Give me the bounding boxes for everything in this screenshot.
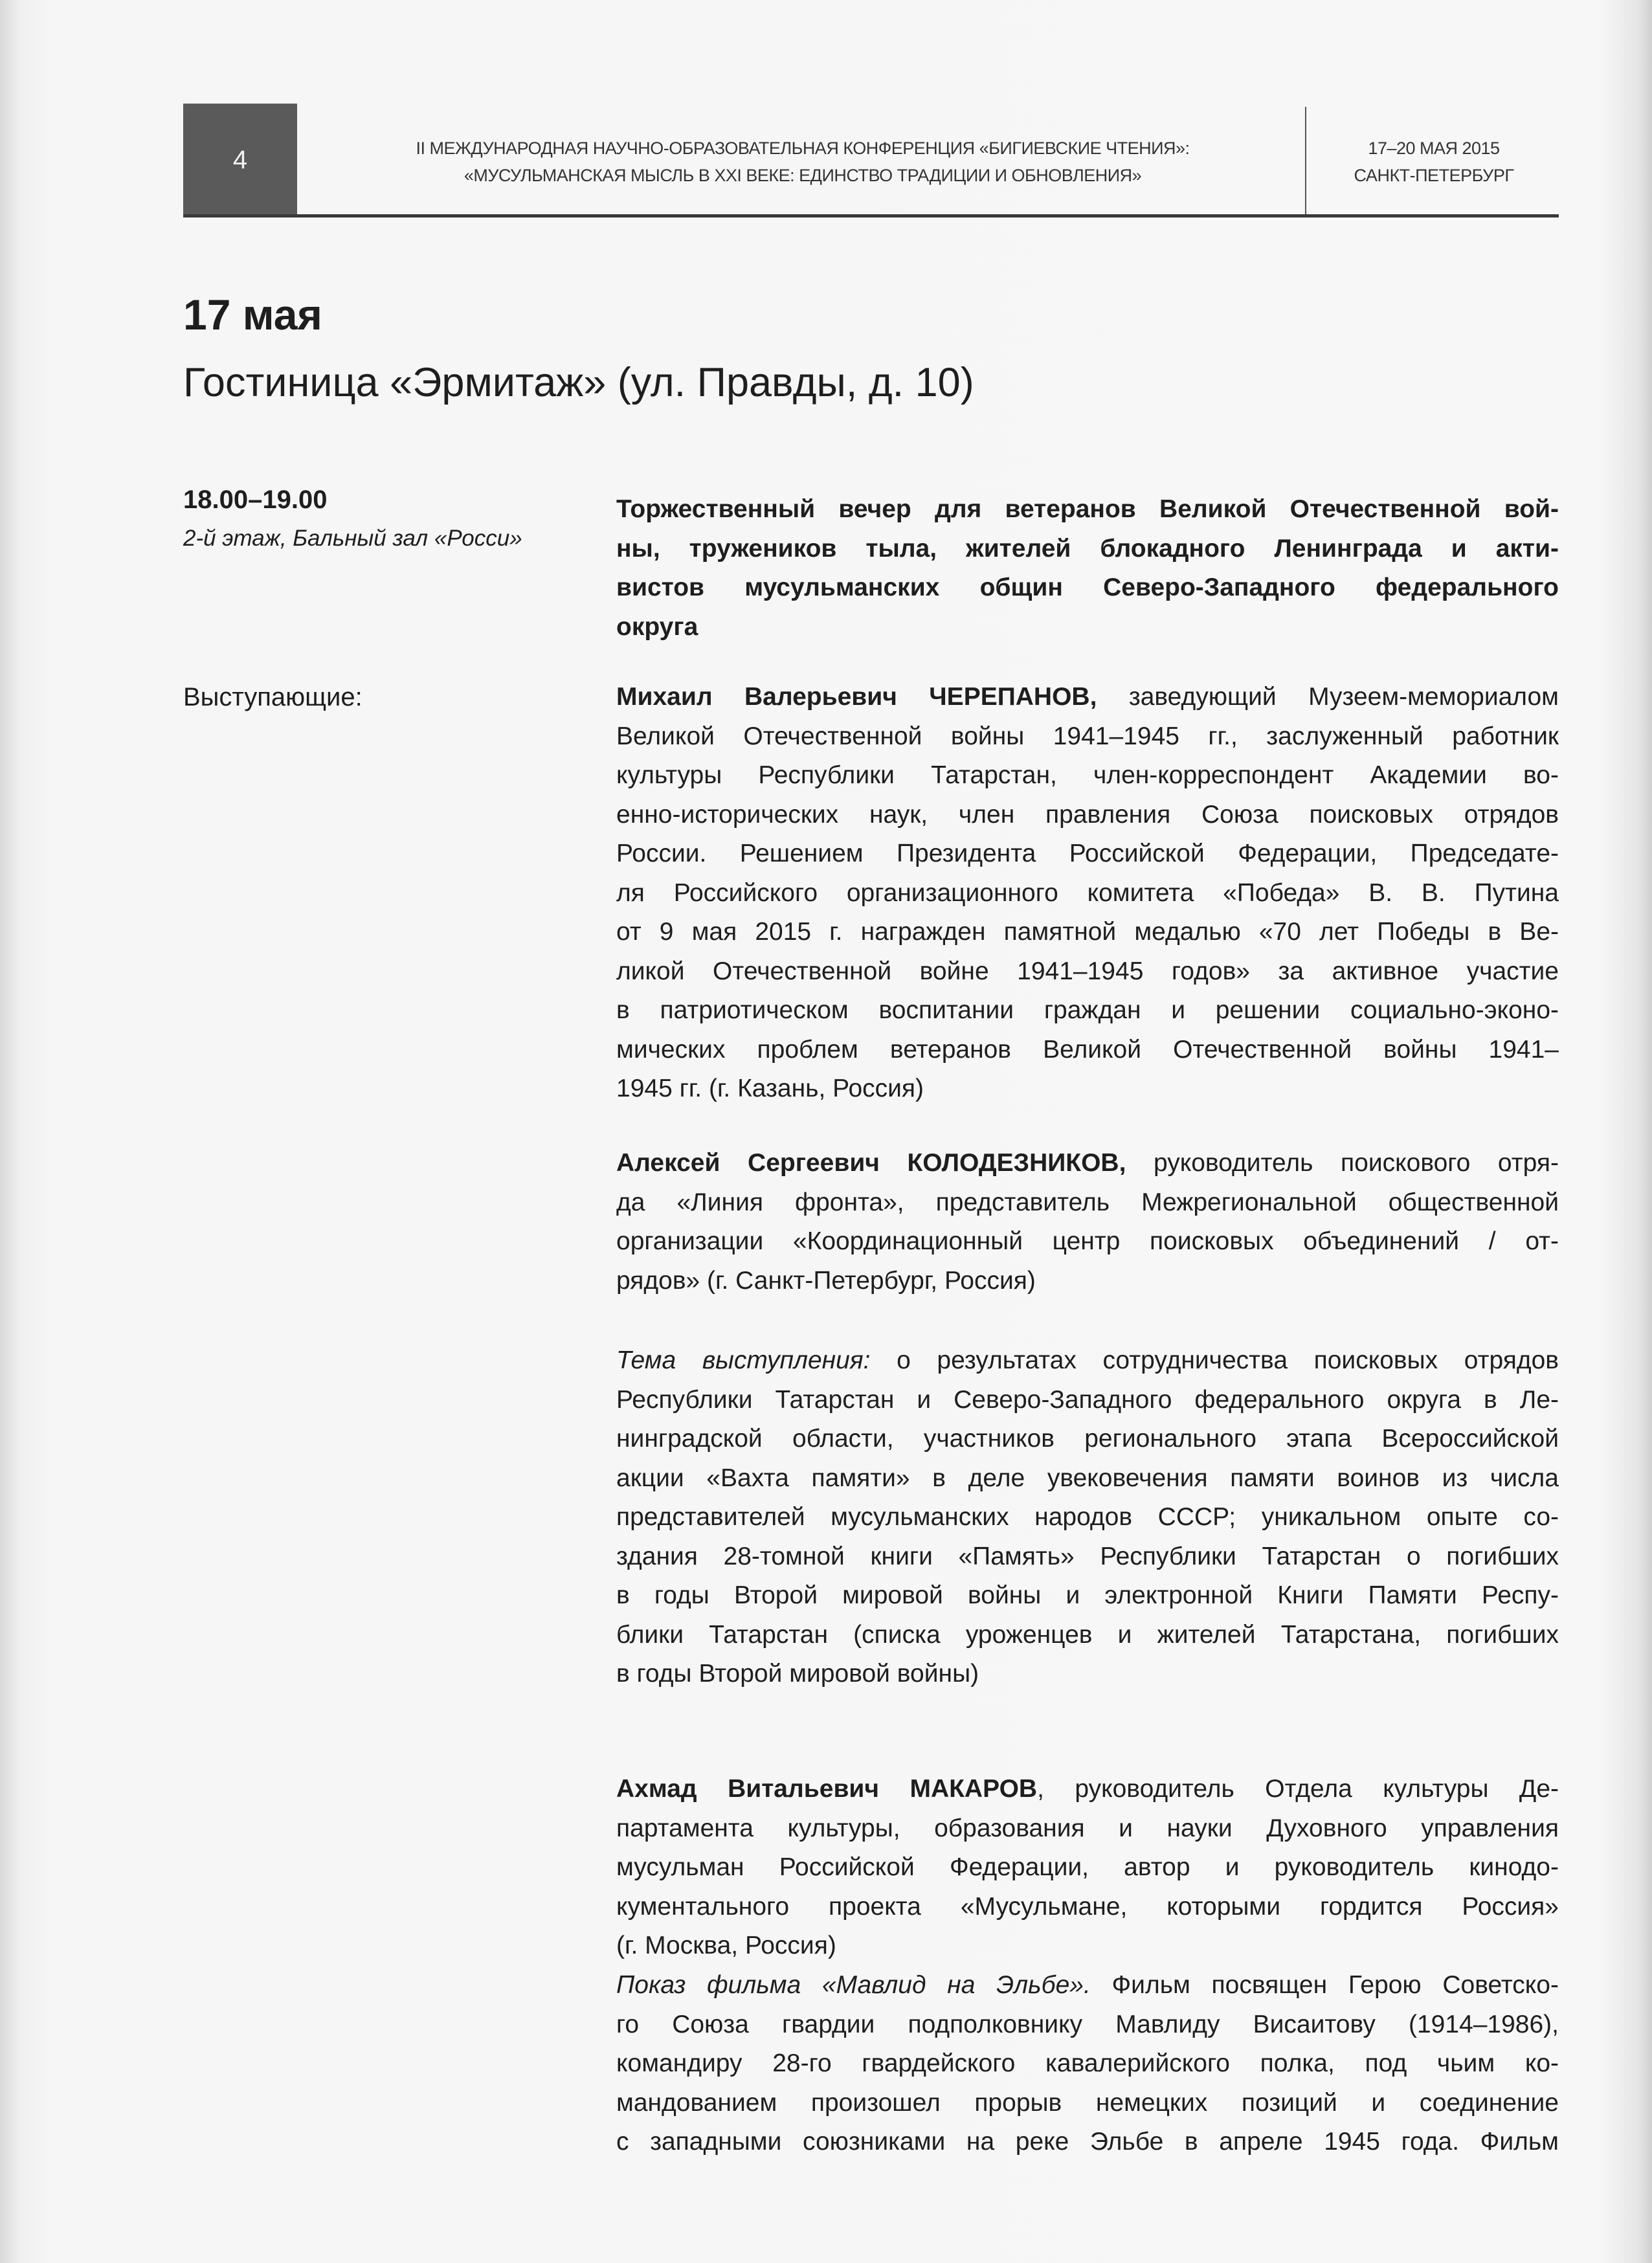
paragraph-line: 1945 гг. (г. Казань, Россия) — [616, 1075, 924, 1102]
header-rule — [183, 214, 1559, 217]
venue-heading: Гостиница «Эрмитаж» (ул. Правды, д. 10) — [183, 360, 974, 405]
paragraph-line: рядов» (г. Санкт-Петербург, Россия) — [616, 1266, 1036, 1295]
speakers-label: Выступающие: — [183, 683, 363, 711]
running-header-title — [304, 135, 1301, 189]
paragraph-line: мических проблем ветеранов Великой Отечественной войны 1941– — [616, 1035, 1559, 1064]
header-city-text: САНКТ-ПЕТЕРБУРГ — [1354, 166, 1514, 185]
event-title-line: вистов мусульманских общин Северо-Западного федерального — [616, 574, 1559, 601]
paragraph-line: культуры Республики Татарстан, член-корреспондент Академии во- — [616, 761, 1559, 789]
speaker-paragraph — [616, 1144, 1559, 1300]
paragraph-line: организации «Координационный центр поисковых объединений / от- — [616, 1227, 1559, 1255]
event-location: 2-й этаж, Бальный зал «Росси» — [183, 526, 522, 551]
paragraph-line: представителей мусульманских народов СССР; уникальном опыте со- — [616, 1503, 1559, 1531]
paragraph-line: блики Татарстан (списка уроженцев и жителей Татарстана, погибших — [616, 1620, 1559, 1649]
event-title-line: ны, тружеников тыла, жителей блокадного Ленинграда и акти- — [616, 534, 1559, 563]
header-date-text: 17–20 МАЯ 2015 — [1368, 139, 1500, 158]
event-title-line: Торжественный вечер для ветеранов Великой Отечественной вой- — [616, 495, 1559, 523]
header-title-line: «МУСУЛЬМАНСКАЯ МЫСЛЬ В XXI ВЕКЕ: ЕДИНСТВО ТРАДИЦИИ И ОБНОВЛЕНИЯ» — [463, 166, 1142, 185]
speaker-name: Михаил Валерьевич ЧЕРЕПАНОВ, — [616, 683, 1097, 711]
paragraph-line: Великой Отечественной войны 1941–1945 гг., заслуженный работник — [616, 722, 1559, 750]
speaker-paragraph — [616, 1966, 1559, 2162]
paragraph-line: Республики Татарстан и Северо-Западного федерального округа в Ле- — [616, 1385, 1559, 1414]
event-time: 18.00–19.00 — [183, 485, 328, 514]
paragraph-line: да «Линия фронта», представитель Межрегиональной общественной — [616, 1188, 1559, 1216]
page-number — [183, 104, 297, 216]
speaker-paragraph — [616, 1770, 1559, 1966]
paragraph-lead: Показ фильма «Мавлид на Эльбе». — [616, 1971, 1091, 1999]
paragraph-line: России. Решением Президента Российской Федерации, Председате- — [616, 840, 1559, 867]
paragraph-line: ликой Отечественной войне 1941–1945 годов» за активное участие — [616, 957, 1559, 985]
paragraph-line: командиру 28-го гвардейского кавалерийского полка, под чьим ко- — [616, 2049, 1559, 2077]
paragraph-lead: Тема выступления: — [616, 1346, 871, 1374]
event-title-line: округа — [616, 612, 698, 641]
paragraph-line: Алексей Сергеевич КОЛОДЕЗНИКОВ, руководитель поискового отря- — [616, 1149, 1559, 1177]
page-number-text: 4 — [232, 145, 248, 174]
header-title-line: II МЕЖДУНАРОДНАЯ НАУЧНО-ОБРАЗОВАТЕЛЬНАЯ КОНФЕРЕНЦИЯ «БИГИЕВСКИЕ ЧТЕНИЯ»: — [416, 139, 1190, 158]
paragraph-line: от 9 мая 2015 г. награжден памятной медалью «70 лет Победы в Ве- — [616, 918, 1559, 946]
paragraph-line: го Союза гвардии подполковнику Мавлиду Висаитову (1914–1986), — [616, 2010, 1559, 2038]
paragraph-line: партамента культуры, образования и науки Духовного управления — [616, 1814, 1559, 1842]
paragraph-line: здания 28-томной книги «Память» Республики Татарстан о погибших — [616, 1542, 1559, 1570]
paragraph-line: с западными союзниками на реке Эльбе в апреле 1945 года. Фильм — [616, 2128, 1559, 2156]
paragraph-line: кументального проекта «Мусульмане, которыми гордится Россия» — [616, 1892, 1559, 1921]
paragraph-line: в годы Второй мировой войны) — [616, 1660, 979, 1688]
paragraph-line: мусульман Российской Федерации, автор и руководитель кинодо- — [616, 1853, 1559, 1881]
speaker-paragraph — [616, 678, 1559, 1109]
paragraph-line: мандованием произошел прорыв немецких позиций и соединение — [616, 2088, 1559, 2117]
header-divider — [1305, 107, 1306, 214]
paragraph-line: ля Российского организационного комитета «Победа» В. В. Путина — [616, 878, 1559, 907]
paragraph-line: (г. Москва, Россия) — [616, 1932, 836, 1959]
paragraph-line: Ахмад Витальевич МАКАРОВ, руководитель Отдела культуры Де- — [616, 1775, 1559, 1803]
paragraph-line: в годы Второй мировой войны и электронной Книги Памяти Респу- — [616, 1581, 1559, 1609]
speaker-paragraph — [616, 1341, 1559, 1694]
speaker-name: Алексей Сергеевич КОЛОДЕЗНИКОВ, — [616, 1149, 1126, 1177]
paragraph-line: Михаил Валерьевич ЧЕРЕПАНОВ, заведующий Музеем-мемориалом — [616, 683, 1559, 711]
paragraph-line: Тема выступления: о результатах сотрудничества поисковых отрядов — [616, 1346, 1559, 1374]
paragraph-line: енно-исторических наук, член правления Союза поисковых отрядов — [616, 800, 1559, 829]
day-heading: 17 мая — [183, 291, 322, 339]
paragraph-line: Показ фильма «Мавлид на Эльбе». Фильм посвящен Герою Советско- — [616, 1971, 1559, 1999]
paragraph-line: нинградской области, участников регионального этапа Всероссийской — [616, 1425, 1559, 1453]
event-title — [616, 490, 1559, 647]
speaker-name: Ахмад Витальевич МАКАРОВ — [616, 1775, 1038, 1803]
running-header-date — [1311, 135, 1557, 189]
paragraph-line: акции «Вахта памяти» в деле увековечения памяти воинов из числа — [616, 1464, 1559, 1492]
paragraph-line: в патриотическом воспитании граждан и решении социально-эконо- — [616, 996, 1559, 1024]
